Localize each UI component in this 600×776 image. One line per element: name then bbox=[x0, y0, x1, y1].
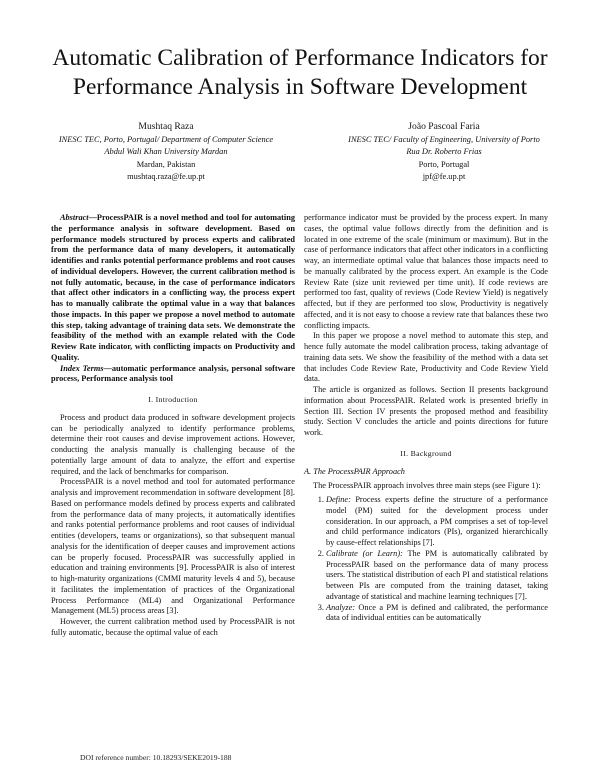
author-name: João Pascoal Faria bbox=[408, 121, 480, 132]
author-affiliation: Abdul Wali Khan University Mardan bbox=[104, 147, 228, 157]
subsection-heading: A. The ProcessPAIR Approach bbox=[304, 466, 405, 476]
left-column bbox=[51, 213, 295, 639]
list-item bbox=[326, 495, 548, 549]
section-heading-introduction: I. Introduction bbox=[148, 395, 198, 404]
author-block-2 bbox=[312, 120, 576, 183]
list-item bbox=[326, 603, 548, 625]
step-label: Define: bbox=[326, 495, 351, 504]
author-affiliation: INESC TEC, Porto, Portugal/ Department of Computer Science bbox=[58, 135, 274, 144]
author-city: Mardan, Pakistan bbox=[136, 159, 196, 169]
author-city: Porto, Portugal bbox=[418, 159, 470, 169]
step-label: Analyze: bbox=[326, 602, 356, 612]
abstract-label: Abstract bbox=[60, 213, 89, 222]
list-item bbox=[326, 549, 548, 603]
index-terms-text: —automatic performance analysis, personal software process, Performance analysis tool bbox=[51, 363, 296, 384]
step-text: Once a PM is defined and calibrated, the performance data of individual entities can be automatically bbox=[326, 602, 548, 623]
step-label: Calibrate (or Learn): bbox=[326, 548, 403, 558]
author-affiliation: INESC TEC/ Faculty of Engineering, University of Porto bbox=[348, 135, 540, 144]
paragraph: In this paper we propose a novel method to automate this step, and hence fully automate the model calibration process, taking advantage of training data sets. We show the feasibility of the method with a data set that includes Code Review Rate, Productivity and Code Review Yield data. bbox=[304, 331, 548, 384]
section-heading-background: II. Background bbox=[400, 448, 452, 458]
author-block-1 bbox=[24, 120, 308, 183]
paragraph: performance indicator must be provided by the process expert. In many cases, the optimal value follows directly from the definition and is located in one extreme of the scale (minimum or maximum). But in the case of performance indicators that affect other indicators in a conflicting way, an intermediate optimal value that balances those impacts need to be manually calibrated by the process expert. An example is the Code Review Rate (size unit reviewed per time unit). If code reviews are performed too fast, quality of reviews (Code Review Yield) is negatively affected, but if they are performed too slow, Productivity is negatively affected, and it is not easy to choose a review rate that balances these two conflicting impacts. bbox=[304, 213, 548, 330]
author-email: jpf@fe.up.pt bbox=[422, 171, 466, 181]
author-email: mushtaq.raza@fe.up.pt bbox=[127, 171, 205, 181]
right-column bbox=[304, 213, 548, 624]
paper-title: Automatic Calibration of Performance Indicators for Performance Analysis in Software Development bbox=[52, 45, 548, 100]
paragraph: However, the current calibration method used by ProcessPAIR is not fully automatic, because the optimal value of each bbox=[51, 617, 295, 637]
paragraph: Process and product data produced in software development projects can be periodically analyzed to identify performance problems, determine their root causes and devise improvement actions. However, conducting the analysis manually is challenging because of the potentially large amount of data to analyze, the effort and expertise required, and the lack of benchmarks for comparison. bbox=[51, 412, 295, 476]
doi-reference: DOI reference number: 10.18293/SEKE2019-188 bbox=[80, 753, 232, 762]
abstract bbox=[51, 213, 295, 364]
author-affiliation: Rua Dr. Roberto Frias bbox=[406, 147, 482, 157]
index-terms bbox=[51, 364, 295, 386]
step-text: Process experts define the structure of a performance model (PM) suited for the development process under consideration. In our approach, a PM comprises a set of top-level and child performance indicators (PIs), organized hierarchically by cause-effect relationships [7]. bbox=[326, 495, 548, 547]
paragraph: The article is organized as follows. Section II presents background information about ProcessPAIR. Related work is presented briefly in Section III. Section IV presents the proposed method and feasibility study. Section V concludes the article and points directions for future work. bbox=[304, 385, 548, 437]
paragraph: ProcessPAIR is a novel method and tool for automated performance analysis and improvement recommendation in software development [8]. Based on performance models defined by process experts and calibrated from the performance data of many projects, it automatically identifies and ranks potential performance problems and root causes of individual entities (developers, teams or organizations), so that subsequent manual analysis for the identification of deeper causes and improvement actions can be properly focused. ProcessPAIR was successfully applied in education and training environments [9]. ProcessPAIR is also of interest to high-maturity organizations (CMMI maturity levels 4 and 5), because it facilitates the implementation of practices of the Organizational Process Performance (ML4) and Organizational Performance Management (ML5) process areas [3]. bbox=[51, 477, 295, 616]
abstract-text: —ProcessPAIR is a novel method and tool for automating the performance analysis in software development. Based on performance models structured by process experts and calibrated from the performance data of many developers, it automatically identifies and ranks potential performance problems and root causes of individual developers. However, the current calibration method is not fully automatic, because, in the case of performance indicators that affect other indicators in a conflicting way, the process expert has to manually calibrate the optimal value in a way that balances those impacts. In this paper we propose a novel method to automate this step, taking advantage of training data sets. We demonstrate the feasibility of the method with an example related with the Code Review Rate indicator, with conflicting impacts on Productivity and Quality. bbox=[51, 213, 295, 362]
step-text: The PM is automatically calibrated by ProcessPAIR based on the performance data of many process users. The statistical distribution of each PI and statistical relations between PIs are computed from the training dataset, taking advantage of statistical and machine learning techniques [7]. bbox=[326, 548, 548, 601]
index-terms-label: Index Terms bbox=[60, 363, 104, 373]
author-name: Mushtaq Raza bbox=[138, 121, 194, 132]
paragraph: The ProcessPAIR approach involves three main steps (see Figure 1): bbox=[313, 481, 541, 491]
steps-list bbox=[304, 495, 548, 624]
